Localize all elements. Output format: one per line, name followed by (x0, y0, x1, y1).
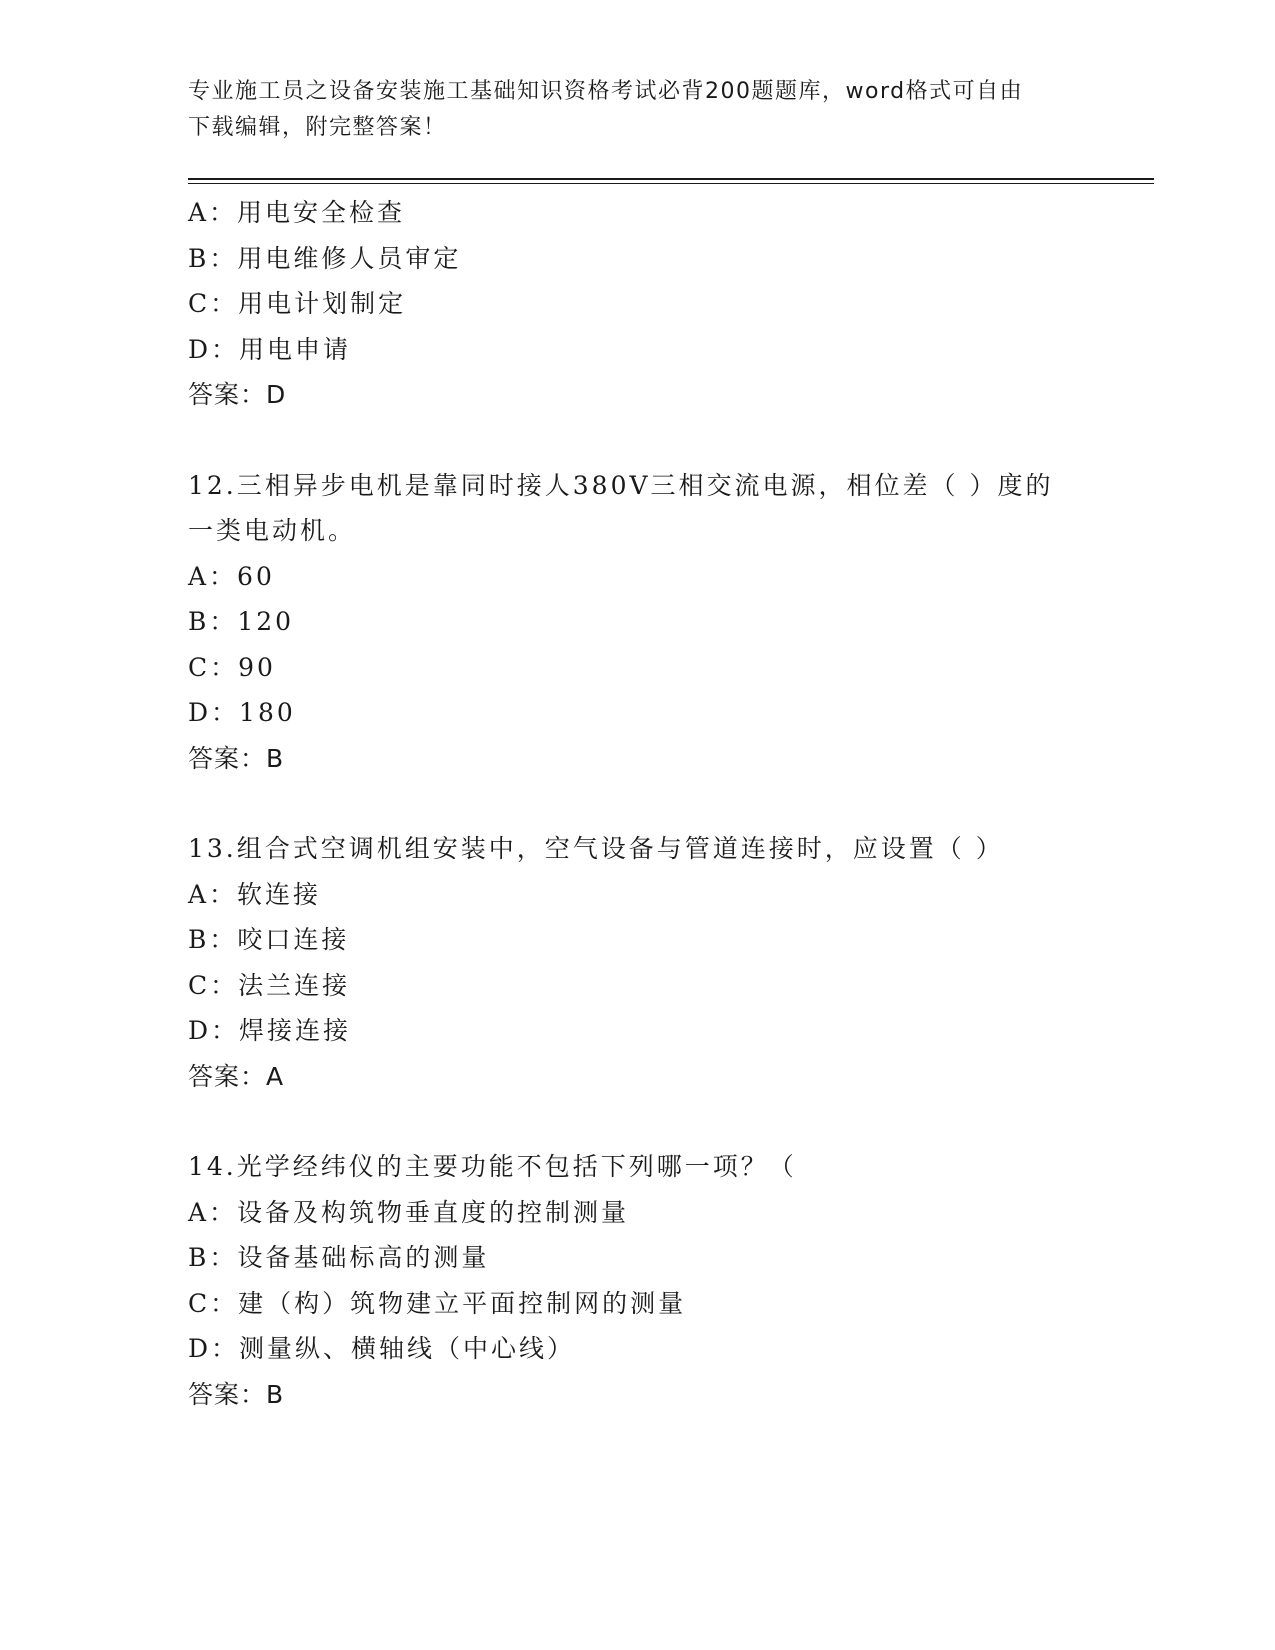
answer: 答案：B (188, 1379, 285, 1409)
question-gap (188, 418, 1118, 463)
option-d: D：焊接连接 (188, 1016, 352, 1045)
question-list (188, 190, 1118, 1417)
question-12 (188, 463, 1118, 782)
question-stem: 13.组合式空调机组安装中，空气设备与管道连接时，应设置（ ） (188, 834, 1004, 863)
document-header (188, 74, 1088, 146)
option-d: D：用电申请 (188, 334, 352, 364)
question-gap (188, 781, 1118, 826)
header-line-2: 下载编辑，附完整答案！ (188, 115, 447, 140)
question-13 (188, 826, 1118, 1099)
option-d: D：测量纵、横轴线（中心线） (188, 1334, 576, 1363)
option-c: C：法兰连接 (188, 970, 351, 1000)
answer: 答案：D (188, 380, 287, 409)
option-d: D：180 (188, 698, 296, 727)
option-b: B：咬口连接 (188, 925, 350, 954)
option-a: A：用电安全检查 (188, 198, 406, 227)
question-14 (188, 1144, 1118, 1417)
answer: 答案：B (188, 743, 285, 773)
option-c: C：90 (188, 652, 276, 682)
question-stem: 12.三相异步电机是靠同时接人380V三相交流电源，相位差（ ）度的 (188, 470, 1054, 500)
question-stem: 14.光学经纬仪的主要功能不包括下列哪一项？（ (188, 1152, 797, 1181)
option-b: B：用电维修人员审定 (188, 243, 462, 273)
question-stem-continued: 一类电动机。 (188, 516, 357, 545)
option-b: B：设备基础标高的测量 (188, 1243, 490, 1272)
option-a: A：软连接 (188, 879, 322, 909)
header-rule-thick (188, 178, 1154, 180)
option-a: A：60 (188, 561, 275, 591)
header-line-1: 专业施工员之设备安装施工基础知识资格考试必背200题题库，word格式可自由 (188, 79, 1024, 104)
question-11 (188, 190, 1118, 418)
question-gap (188, 1099, 1118, 1144)
option-c: C：建（构）筑物建立平面控制网的测量 (188, 1288, 687, 1318)
option-c: C：用电计划制定 (188, 289, 407, 318)
option-b: B：120 (188, 607, 295, 636)
option-a: A：设备及构筑物垂直度的控制测量 (188, 1197, 630, 1227)
answer: 答案：A (188, 1061, 285, 1091)
header-rule-thin (188, 183, 1154, 184)
